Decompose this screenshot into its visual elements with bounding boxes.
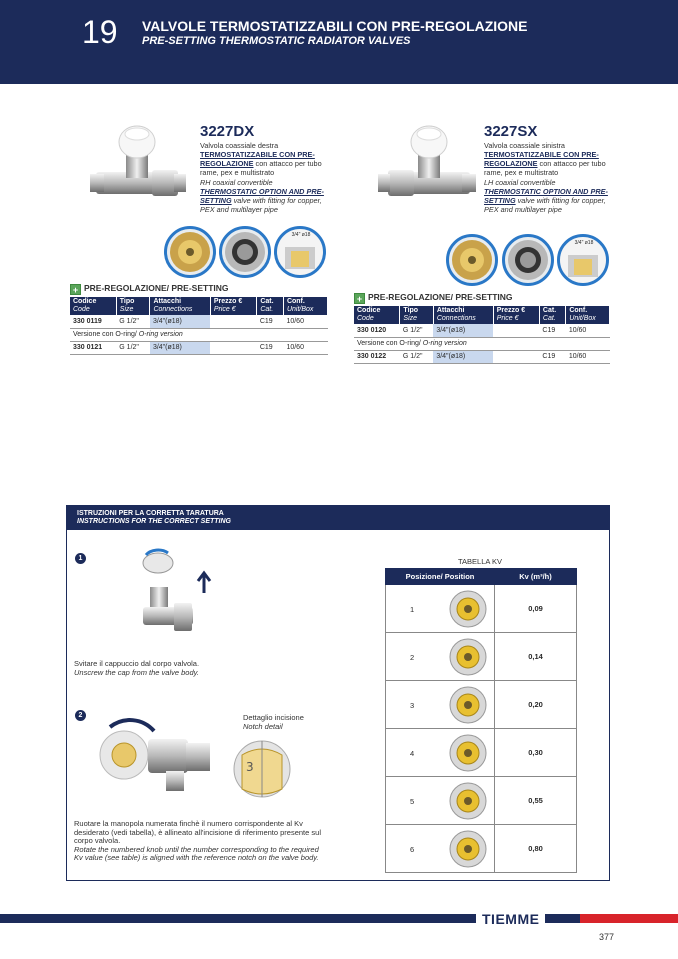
product-desc-en: LH coaxial convertible — [484, 178, 556, 187]
col-prezzo: Prezzo € Price € — [210, 297, 257, 315]
col-attacchi: Attacchi Connections — [433, 306, 493, 324]
page-title: VALVOLE TERMOSTATIZZABILI CON PRE-REGOLAZIONE — [142, 18, 528, 34]
product-desc-it-rest: con attacco per tubo rame, pex e multistrato — [200, 159, 322, 177]
col-attacchi: Attacchi Connections — [150, 297, 210, 315]
col-codice: Codice Code — [354, 306, 400, 324]
kv-knob-image — [448, 829, 488, 869]
step-1-badge: 1 — [75, 553, 86, 564]
spec-table-sx — [354, 306, 610, 364]
section-label-text: PRE-REGOLAZIONE/ PRE-SETTING — [368, 292, 513, 302]
plus-icon: + — [70, 284, 81, 295]
instructions-header — [67, 506, 609, 530]
step-2-text-it: Ruotare la manopola numerata finchè il numero corrispondente al Kv desiderato (vedi tabella), è allineato all'incisione di riferimento presente sul corpo valvola. — [74, 819, 321, 845]
step-1-text-en: Unscrew the cap from the valve body. — [74, 667, 199, 677]
kv-position: 1 — [410, 605, 415, 614]
kv-value: 0,80 — [495, 825, 577, 873]
kv-position: 5 — [410, 797, 415, 806]
kv-row — [386, 681, 577, 729]
chapter-number: 19 — [82, 14, 118, 50]
product-code: 3227DX — [200, 123, 255, 140]
brand-logo: TIEMME — [476, 911, 545, 927]
product-sx — [484, 123, 609, 214]
kv-knob-image — [448, 637, 488, 677]
product-dx — [200, 123, 325, 214]
section-label-dx — [70, 283, 229, 295]
notch-detail-label — [243, 714, 304, 731]
kv-row — [386, 585, 577, 633]
step-2-text-en: Rotate the numbered knob until the number corresponding to the required Kv value (see table) is aligned with the reference notch on the valve body. — [74, 844, 319, 862]
kv-col-kv: Kv (m³/h) — [495, 569, 577, 585]
kv-table-caption: TABELLA KV — [458, 557, 503, 566]
notch-detail-it: Dettaglio incisione — [243, 713, 304, 722]
fitting-badge: 3/4" ø18 — [574, 240, 594, 246]
product-code: 3227SX — [484, 123, 538, 140]
product-desc-en-rest: valve with fitting for copper, PEX and multilayer pipe — [484, 196, 606, 214]
knob-rotation-illustration — [96, 715, 226, 795]
table-note-row: Versione con O-ring/ O-ring version — [70, 328, 328, 341]
col-prezzo: Prezzo € Price € — [493, 306, 539, 324]
kv-position: 4 — [410, 749, 415, 758]
kv-value: 0,20 — [495, 681, 577, 729]
kv-row — [386, 825, 577, 873]
kv-row — [386, 729, 577, 777]
product-desc-it: Valvola coassiale sinistra — [484, 141, 565, 150]
cap-removal-illustration — [138, 545, 218, 645]
plus-icon: + — [354, 293, 365, 304]
table-row: 330 0122 G 1/2" 3/4"(ø18) C19 10/60 — [354, 350, 610, 363]
detail-circle-oring — [219, 226, 271, 278]
table-row: 330 0119 G 1/2" 3/4"(ø18) C19 10/60 — [70, 315, 328, 328]
kv-value: 0,14 — [495, 633, 577, 681]
kv-col-position: Posizione/ Position — [386, 569, 495, 585]
kv-knob-image — [448, 733, 488, 773]
col-conf: Conf. Unit/Box — [566, 306, 610, 324]
kv-knob-image — [448, 781, 488, 821]
kv-position: 2 — [410, 653, 415, 662]
notch-detail-en: Notch detail — [243, 721, 283, 731]
col-conf: Conf. Unit/Box — [283, 297, 327, 315]
product-desc-en-rest: valve with fitting for copper, PEX and multilayer pipe — [200, 196, 322, 214]
col-cat: Cat. Cat. — [539, 306, 565, 324]
kv-value: 0,55 — [495, 777, 577, 825]
section-label-sx — [354, 292, 513, 304]
product-desc-en: RH coaxial convertible — [200, 178, 273, 187]
kv-value: 0,09 — [495, 585, 577, 633]
kv-row — [386, 777, 577, 825]
instructions-title-it: ISTRUZIONI PER LA CORRETTA TARATURA — [77, 510, 224, 517]
product-desc-it-rest: con attacco per tubo rame, pex e multistrato — [484, 159, 606, 177]
svg-text:3: 3 — [246, 760, 254, 774]
notch-detail-illustration — [232, 733, 294, 805]
kv-row — [386, 633, 577, 681]
col-codice: Codice Code — [70, 297, 116, 315]
kv-position: 6 — [410, 845, 415, 854]
step-1-text-it: Svitare il cappuccio dal corpo valvola. — [74, 659, 200, 668]
product-desc-it-highlight: TERMOSTATIZZABILE CON PRE-REGOLAZIONE — [484, 150, 599, 168]
page-subtitle: PRE-SETTING THERMOSTATIC RADIATOR VALVES — [142, 35, 411, 47]
step-2-badge: 2 — [75, 710, 86, 721]
step-2-text — [74, 820, 326, 863]
product-desc-en-highlight: THERMOSTATIC OPTION AND PRE-SETTING — [484, 187, 608, 205]
kv-value: 0,30 — [495, 729, 577, 777]
footer-accent — [580, 914, 678, 923]
col-tipo: Tipo Size — [400, 306, 433, 324]
valve-sx-image — [370, 120, 480, 208]
detail-circle-oring — [502, 234, 554, 286]
step-1-text — [74, 660, 274, 677]
kv-knob-image — [448, 685, 488, 725]
product-desc-en-highlight: THERMOSTATIC OPTION AND PRE-SETTING — [200, 187, 324, 205]
kv-position: 3 — [410, 701, 415, 710]
col-cat: Cat. Cat. — [257, 297, 284, 315]
product-desc-it: Valvola coassiale destra — [200, 141, 279, 150]
fitting-badge: 3/4" ø18 — [291, 232, 311, 238]
spec-table-dx — [70, 297, 328, 355]
col-tipo: Tipo Size — [116, 297, 150, 315]
table-row: 330 0120 G 1/2" 3/4"(ø18) C19 10/60 — [354, 324, 610, 337]
valve-dx-image — [86, 120, 196, 208]
detail-circle-pin — [446, 234, 498, 286]
page-number: 377 — [599, 932, 615, 942]
table-note-row: Versione con O-ring/ O-ring version — [354, 337, 610, 350]
table-row: 330 0121 G 1/2" 3/4"(ø18) C19 10/60 — [70, 341, 328, 354]
kv-table — [385, 568, 577, 873]
product-desc-it-highlight: TERMOSTATIZZABILE CON PRE-REGOLAZIONE — [200, 150, 315, 168]
section-label-text: PRE-REGOLAZIONE/ PRE-SETTING — [84, 283, 229, 293]
detail-circle-pin — [164, 226, 216, 278]
kv-knob-image — [448, 589, 488, 629]
instructions-title-en: INSTRUCTIONS FOR THE CORRECT SETTING — [77, 518, 231, 525]
